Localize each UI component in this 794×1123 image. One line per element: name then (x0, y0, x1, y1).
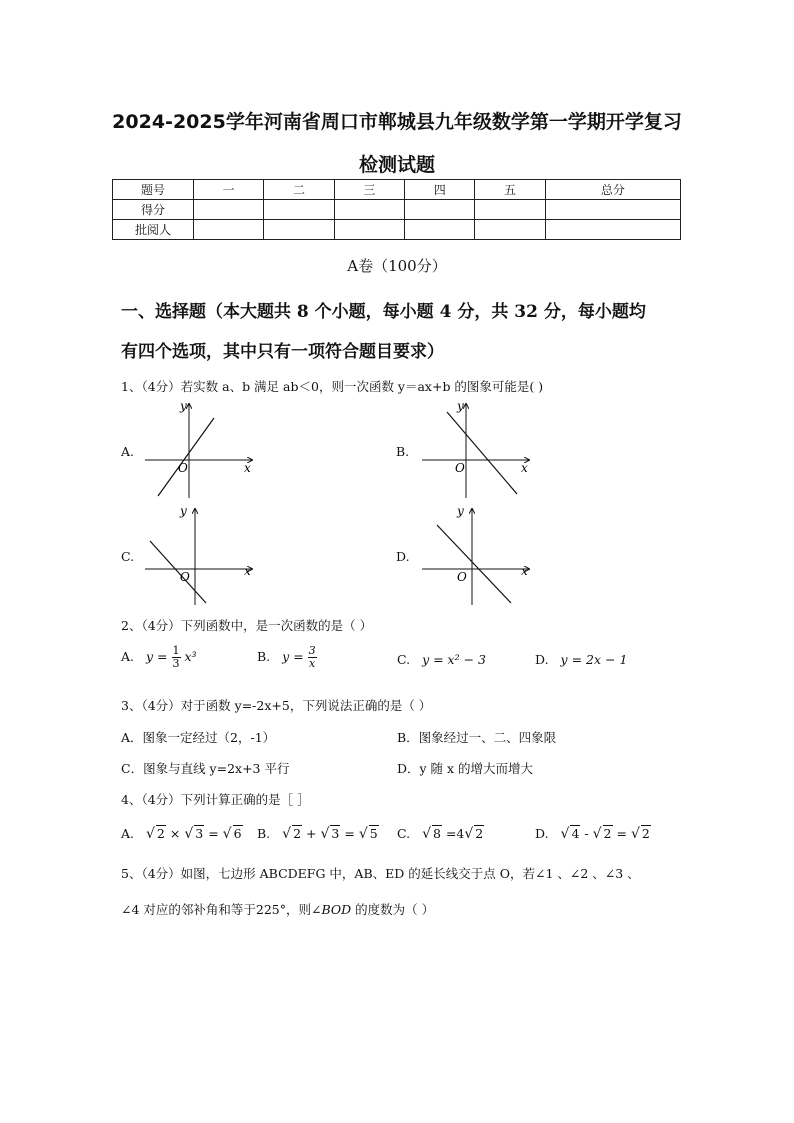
q4-stem: 4、（4分）下列计算正确的是［ ］ (121, 792, 310, 807)
origin-label: O (180, 570, 190, 584)
score-header-cell: 五 (475, 180, 545, 200)
axis-y-label: y (457, 399, 464, 413)
q1-option-b-graph (417, 398, 537, 503)
score-cell[interactable] (264, 200, 334, 220)
q2-b-lhs: y = (282, 649, 304, 664)
option-label: C. (397, 826, 411, 841)
score-cell[interactable] (194, 220, 264, 240)
q2-b-fraction (308, 645, 317, 670)
axis-y-label: y (457, 504, 464, 518)
option-label: C. (397, 652, 411, 667)
q2-c-expr: y = x² − 3 (422, 652, 486, 667)
q2-a-fraction (172, 645, 181, 670)
radicand: 4 (571, 826, 580, 841)
sqrt-icon: √ (184, 826, 194, 842)
sqrt-icon: √ (358, 826, 368, 842)
option-label: A. (121, 649, 135, 664)
radicand: 5 (369, 826, 378, 841)
q1-option-b-label: B. (396, 444, 410, 459)
document-title-line2: 检测试题 (358, 154, 435, 176)
q1-option-c-label: C. (121, 549, 135, 564)
q4-option-a[interactable] (121, 825, 243, 842)
origin-label: O (457, 570, 467, 584)
equals: = (616, 826, 627, 841)
q3-option-d[interactable]: D．y 随 x 的增大而增大 (397, 761, 534, 776)
sqrt-icon: √ (422, 826, 431, 842)
sqrt-icon: √ (464, 826, 474, 842)
axis-y-label: y (180, 504, 187, 518)
sqrt-icon: √ (282, 826, 292, 842)
sqrt-icon: √ (320, 826, 330, 842)
q5-line2-post: ，则∠ (286, 902, 322, 917)
q5-degree: 225° (255, 902, 287, 917)
section1-heading-line1: 一、选择题（本大题共 8 个小题，每小题 4 分，共 32 分，每小题均 (121, 302, 646, 322)
score-cell[interactable] (194, 200, 264, 220)
q4-option-c[interactable] (397, 825, 484, 842)
q1-option-d-graph (417, 503, 537, 608)
q1-option-a-graph (140, 398, 260, 503)
score-header-cell: 四 (405, 180, 475, 200)
q1-stem: 1、（4分）若实数 a、b 满足 ab＜0，则一次函数 y＝ax+b 的图象可能是( ) (121, 379, 544, 394)
operator: + (306, 826, 317, 841)
origin-label: O (455, 461, 465, 475)
score-row-label: 批阅人 (113, 220, 194, 240)
axis-x-label: x (244, 564, 251, 578)
q5-line2-pre: ∠4 对应的邻补角和等于 (121, 902, 256, 917)
q2-d-expr: y = 2x − 1 (560, 652, 628, 667)
fraction-numerator: 1 (172, 644, 180, 657)
q2-option-a[interactable] (121, 645, 197, 670)
score-cell[interactable] (264, 220, 334, 240)
axis-x-label: x (521, 564, 528, 578)
option-label: A. (121, 826, 135, 841)
score-cell[interactable] (405, 200, 475, 220)
fraction-denominator: 3 (172, 657, 180, 670)
radicand: 3 (195, 826, 204, 841)
sqrt-icon: √ (222, 826, 232, 842)
q4-option-b[interactable] (257, 825, 379, 842)
q1-option-c-graph (140, 503, 260, 608)
function-line (150, 541, 206, 603)
score-cell[interactable] (334, 220, 404, 240)
score-cell[interactable] (545, 200, 680, 220)
score-cell[interactable] (405, 220, 475, 240)
axis-x-label: x (244, 461, 251, 475)
paper-a-heading: A卷（100分） (347, 257, 447, 275)
option-label: D. (535, 652, 549, 667)
sqrt-icon: √ (592, 826, 602, 842)
q2-stem: 2、（4分）下列函数中，是一次函数的是（ ） (121, 618, 373, 633)
score-table (112, 179, 681, 240)
q5-stem-line2 (121, 900, 434, 918)
q1-option-d-label: D. (396, 549, 410, 564)
q1-option-a-label: A. (121, 444, 135, 459)
score-cell[interactable] (475, 200, 545, 220)
q3-option-b[interactable]: B．图象经过一、二、四象限 (397, 730, 557, 745)
radicand: 2 (603, 826, 612, 841)
equals: =4 (445, 826, 465, 841)
score-header-cell: 总分 (545, 180, 680, 200)
sqrt-icon: √ (560, 826, 570, 842)
radicand: 2 (293, 826, 302, 841)
option-label: D. (535, 826, 549, 841)
radicand: 8 (433, 826, 441, 841)
radicand: 2 (156, 826, 165, 841)
function-line (158, 418, 214, 496)
score-table-row (113, 220, 681, 240)
radicand: 3 (331, 826, 340, 841)
option-label: B. (257, 649, 271, 664)
fraction-numerator: 3 (308, 644, 316, 657)
equals: = (344, 826, 355, 841)
score-header-cell: 题号 (113, 180, 194, 200)
q5-line2-end: 的度数为（ ） (351, 902, 435, 917)
operator: - (584, 826, 589, 841)
option-label: B. (257, 826, 271, 841)
q3-option-a[interactable]: A．图象一定经过（2，-1） (121, 730, 276, 745)
score-header-cell: 二 (264, 180, 334, 200)
axis-y-label: y (180, 399, 187, 413)
radicand: 2 (475, 826, 484, 841)
score-header-cell: 三 (334, 180, 404, 200)
score-table-header-row (113, 180, 681, 200)
q3-stem: 3、（4分）对于函数 y=-2x+5，下列说法正确的是（ ） (121, 698, 432, 713)
function-line (437, 525, 511, 603)
document-title-line1: 2024-2025学年河南省周口市郸城县九年级数学第一学期开学复习 (112, 111, 682, 133)
score-table-row (113, 200, 681, 220)
q2-a-rhs: x³ (184, 649, 197, 664)
score-header-cell: 一 (194, 180, 264, 200)
q3-option-c[interactable]: C．图象与直线 y=2x+3 平行 (121, 761, 290, 776)
q5-angle-name: BOD (321, 902, 352, 917)
axis-x-label: x (521, 461, 528, 475)
sqrt-icon: √ (630, 826, 640, 842)
section1-heading-line2: 有四个选项，其中只有一项符合题目要求） (121, 342, 444, 362)
q2-option-b[interactable] (257, 645, 317, 670)
radicand: 6 (233, 826, 242, 841)
score-cell[interactable] (475, 220, 545, 240)
operator: × (169, 826, 181, 841)
score-cell[interactable] (545, 220, 680, 240)
sqrt-icon: √ (146, 826, 155, 842)
origin-label: O (178, 461, 188, 475)
radicand: 2 (641, 826, 650, 841)
score-cell[interactable] (334, 200, 404, 220)
q5-stem-line1: 5、（4分）如图，七边形 ABCDEFG 中，AB、ED 的延长线交于点 O，若∠1 、∠2 、∠3 、 (121, 866, 640, 881)
q4-option-d[interactable] (535, 825, 651, 842)
score-row-label: 得分 (113, 200, 194, 220)
q2-option-d[interactable] (535, 652, 627, 667)
equals: = (208, 826, 219, 841)
q2-a-lhs: y = (146, 649, 168, 664)
q2-option-c[interactable] (397, 652, 486, 667)
function-line (447, 412, 517, 494)
fraction-denominator: x (309, 657, 316, 670)
